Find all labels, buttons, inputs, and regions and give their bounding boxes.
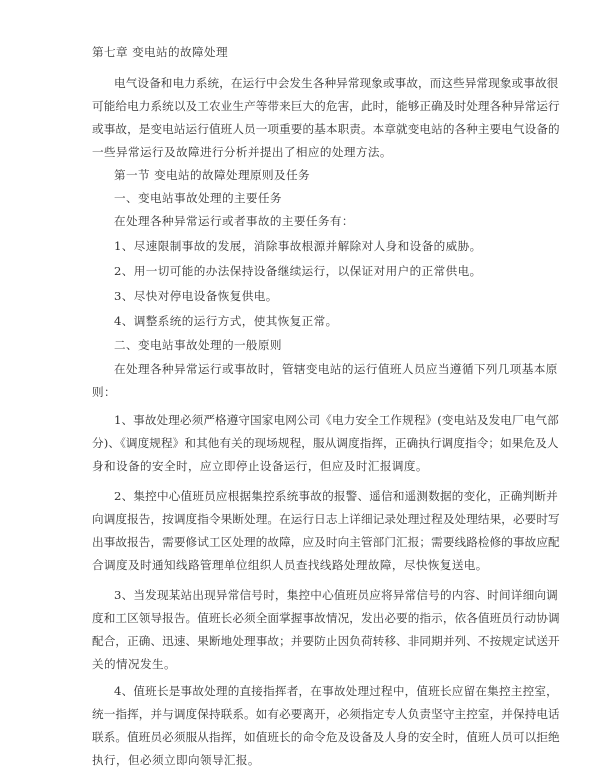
rule-line: 身和设备的安全时，应立即停止设备运行，但应及时汇报调度。 (92, 459, 428, 473)
paragraph-line: 在处理各种异常运行或者事故的主要任务有： (114, 214, 354, 228)
task-item: 2、用一切可能的办法保持设备继续运行，以保证对用户的正常供电。 (114, 264, 482, 278)
section-title: 第一节 变电站的故障处理原则及任务 (114, 168, 310, 182)
rule-line: 出事故报告，需要修试工区处理的故障，应及时向主管部门汇报；需要线路检修的事故应配 (92, 535, 560, 549)
rule-line: 3、当发现某站出现异常信号时，集控中心值班员应将异常信号的内容、时间详细向调 (114, 588, 558, 602)
subsection-title: 二、变电站事故处理的一般原则 (114, 338, 282, 352)
rule-line: 分)、《调度规程》和其他有关的现场规程，服从调度指挥，正确执行调度指令；如果危及人 (92, 436, 559, 450)
intro-line: 一些异常运行及故障进行分析并提出了相应的处理方法。 (92, 145, 392, 159)
intro-line: 或事故，是变电站运行值班人员一项重要的基本职责。本章就变电站的各种主要电气设备的 (92, 122, 560, 136)
task-item: 3、尽快对停电设备恢复供电。 (114, 289, 278, 303)
task-item: 1、尽速限制事故的发展，消除事故根源并解除对人身和设备的威胁。 (114, 239, 482, 253)
rule-line: 配合，正确、迅速、果断地处理事故；并要防止因负荷转移、非同期并列、不按规定试送开 (92, 634, 560, 648)
rule-line: 联系。值班员必须服从指挥，如值班长的命令危及设备及人身的安全时，值班人员可以拒绝 (92, 730, 560, 744)
rule-line: 2、集控中心值班员应根据集控系统事故的报警、遥信和遥测数据的变化，正确判断并 (114, 489, 558, 503)
rule-line: 统一指挥，并与调度保持联系。如有必要离开，必须指定专人负责坚守主控室，并保持电话 (92, 707, 560, 721)
rule-line: 关的情况发生。 (92, 657, 176, 671)
rule-line: 执行，但必须立即向领导汇报。 (92, 753, 260, 767)
rule-line: 合调度及时通知线路管理单位组织人员查找线路处理故障，尽快恢复送电。 (92, 558, 488, 572)
intro-line: 电气设备和电力系统，在运行中会发生各种异常现象或事故，而这些异常现象或事故很 (114, 76, 559, 90)
rule-line: 向调度报告，按调度指令果断处理。在运行日志上详细记录处理过程及处理结果，必要时写 (92, 512, 560, 526)
chapter-title: 第七章 变电站的故障处理 (92, 45, 229, 59)
paragraph-line: 在处理各种异常运行或事故时，管辖变电站的运行值班人员应当遵循下列几项基本原 (114, 362, 558, 376)
task-item: 4、调整系统的运行方式，使其恢复正常。 (114, 314, 338, 328)
intro-line: 可能给电力系统以及工农业生产等带来巨大的危害，此时，能够正确及时处理各种异常运行 (92, 99, 560, 113)
rule-line: 度和工区领导报告。值班长必须全面掌握事故情况，发出必要的指示，依各值班员行动协调 (92, 611, 560, 625)
paragraph-line: 则： (92, 385, 116, 399)
subsection-title: 一、变电站事故处理的主要任务 (114, 191, 282, 205)
rule-line: 4、值班长是事故处理的直接指挥者，在事故处理过程中，值班长应留在集控主控室， (114, 684, 558, 698)
rule-line: 1、事故处理必须严格遵守国家电网公司《电力安全工作规程》(变电站及发电厂电气部 (114, 413, 559, 427)
